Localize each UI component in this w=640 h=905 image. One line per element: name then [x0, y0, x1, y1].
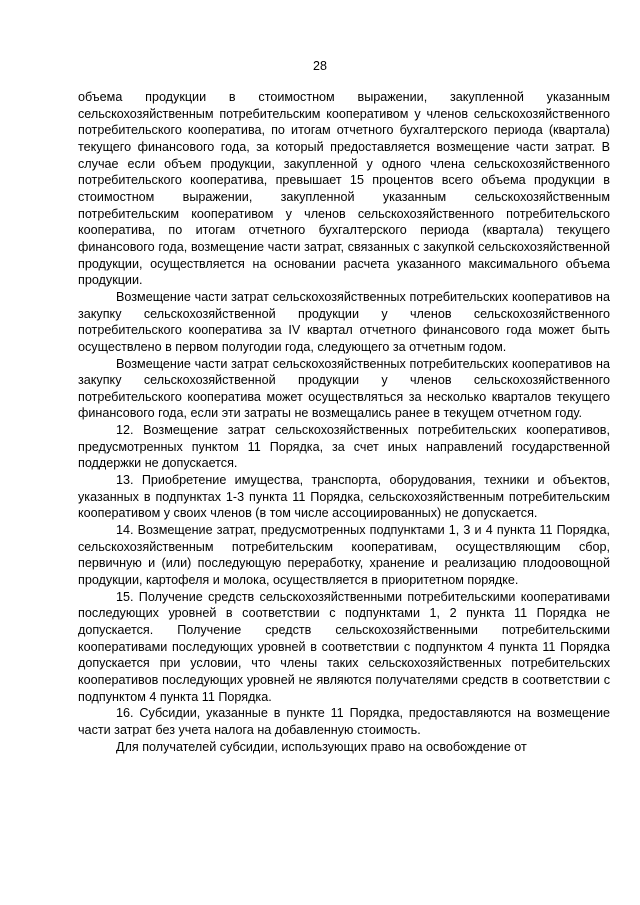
- paragraph-clause-14: 14. Возмещение затрат, предусмотренных подпунктами 1, 3 и 4 пункта 11 Порядка, сельскохозяйственным потребительским кооперативам, осуществляющим сбор, первичную и (или) последующую переработку, хранение и реализацию плодоовощной продукции, картофеля и молока, осуществляется в приоритетном порядке.: [78, 523, 610, 588]
- paragraph-continuation: объема продукции в стоимостном выражении, закупленной указанным сельскохозяйственным потребительским кооперативом у членов сельскохозяйственного потребительского кооператива, по итогам отчетного бухгалтерского периода (квартала) текущего финансового года, за который предоставляется возмещение части затрат. В случае если объем продукции, закупленной у одного члена сельскохозяйственного потребительского кооператива, превышает 15 процентов всего объема продукции в стоимостном выражении, закупленной указанным сельскохозяйственным потребительским кооперативом у членов сельскохозяйственного потребительского кооператива, по итогам отчетного бухгалтерского периода (квартала) текущего финансового года, возмещение части затрат, связанных с закупкой сельскохозяйственной продукции, осуществляется на основании расчета указанного максимального объема продукции.: [78, 90, 610, 288]
- paragraph-clause-15: 15. Получение средств сельскохозяйственными потребительскими кооперативами последующих уровней в соответствии с подпунктами 1, 2 пункта 11 Порядка не допускается. Получение средств сельскохозяйственными потребительскими кооперативами последующих уровней в соответствии с подпунктом 4 пункта 11 Порядка допускается при условии, что члены таких сельскохозяйственных потребительских кооперативов последующих уровней не являются получателями средств в соответствии с подпунктом 4 пункта 11 Порядка.: [78, 589, 610, 704]
- page-number: 28: [313, 59, 327, 73]
- document-body: [78, 89, 610, 755]
- paragraph-q4-reimbursement: Возмещение части затрат сельскохозяйственных потребительских кооперативов на закупку сельскохозяйственной продукции у членов сельскохозяйственного потребительского кооператива за IV квартал отчетного финансового года может быть осуществлено в первом полугодии года, следующего за отчетным годом.: [78, 289, 610, 354]
- paragraph-clause-16: 16. Субсидии, указанные в пункте 11 Порядка, предоставляются на возмещение части затрат без учета налога на добавленную стоимость.: [78, 706, 610, 737]
- paragraph-vat-exemption: Для получателей субсидии, использующих право на освобождение от: [116, 739, 527, 754]
- paragraph-multiple-quarters: Возмещение части затрат сельскохозяйственных потребительских кооперативов на закупку сельскохозяйственной продукции у членов сельскохозяйственного потребительского кооператива может осуществляться за несколько кварталов текущего финансового года, если эти затраты не возмещались ранее в текущем отчетном году.: [78, 356, 610, 421]
- paragraph-clause-13: 13. Приобретение имущества, транспорта, оборудования, техники и объектов, указанных в подпунктах 1-3 пункта 11 Порядка, сельскохозяйственным потребительским кооперативом у своих членов (в том числе ассоциированных) не допускается.: [78, 473, 610, 521]
- paragraph-clause-12: 12. Возмещение затрат сельскохозяйственных потребительских кооперативов, предусмотренных пунктом 11 Порядка, за счет иных направлений государственной поддержки не допускается.: [78, 423, 610, 471]
